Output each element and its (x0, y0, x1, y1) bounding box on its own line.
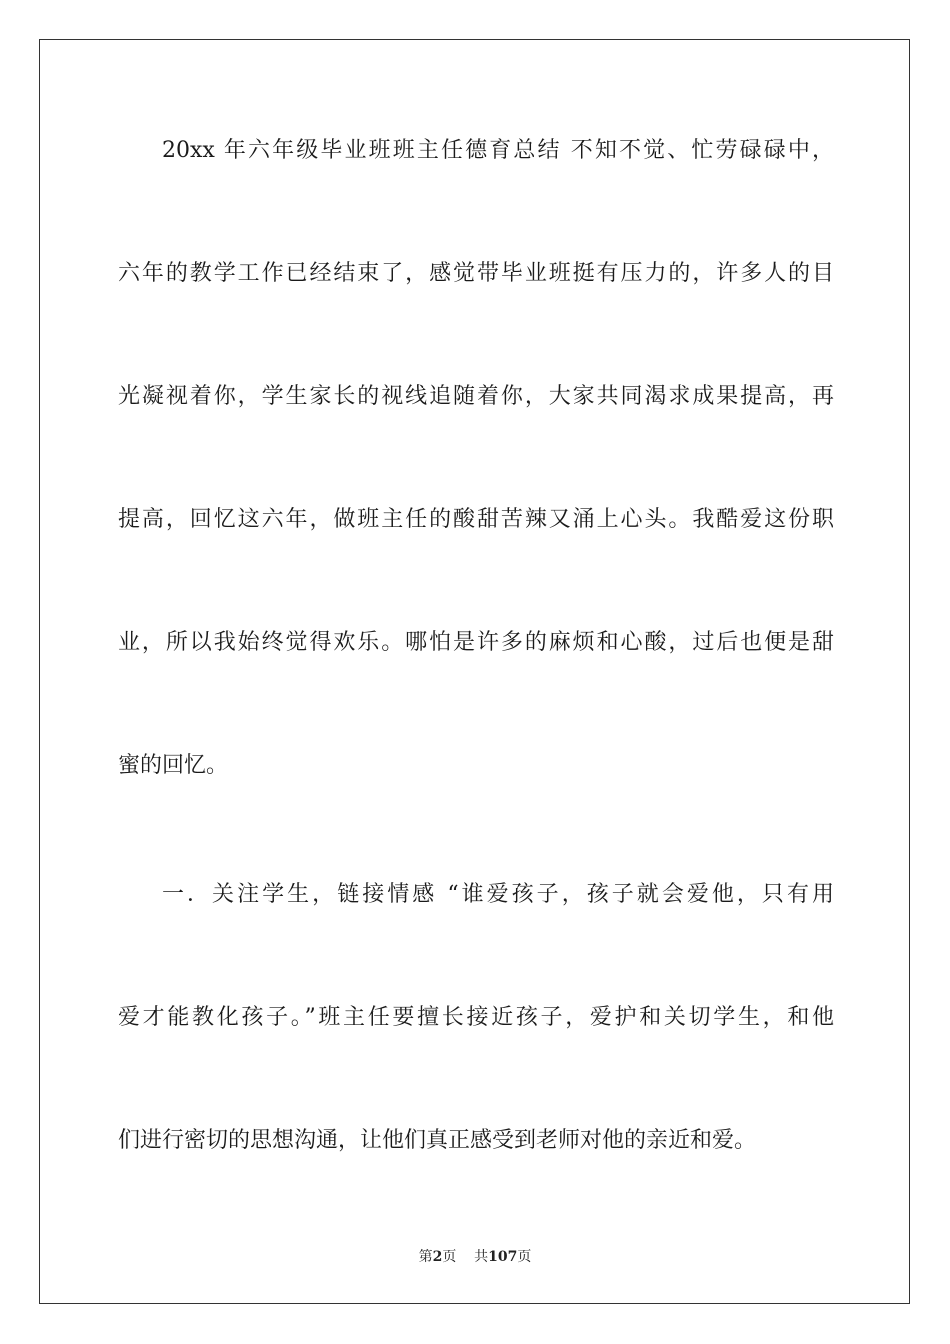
footer-page-suffix: 页 (442, 1249, 457, 1265)
footer-total-pages: 107 (488, 1249, 518, 1265)
paragraph-line-3: 光凝视着你，学生家长的视线追随着你，大家共同渴求成果提高，再 (118, 384, 834, 409)
page-footer (0, 1248, 950, 1266)
paragraph-line-9: 们进行密切的思想沟通，让他们真正感受到老师对他的亲近和爱。 (118, 1128, 757, 1153)
page-border (39, 39, 910, 1304)
paragraph-line-6: 蜜的回忆。 (118, 753, 229, 778)
footer-total-suffix: 页 (517, 1249, 532, 1265)
paragraph-line-2: 六年的教学工作已经结束了，感觉带毕业班挺有压力的，许多人的目 (118, 261, 834, 286)
paragraph-line-5: 业，所以我始终觉得欢乐。哪怕是许多的麻烦和心酸，过后也便是甜 (118, 630, 834, 655)
paragraph-line-4: 提高，回忆这六年，做班主任的酸甜苦辣又涌上心头。我酷爱这份职 (118, 507, 834, 532)
footer-page-prefix: 第 (418, 1249, 433, 1265)
section-heading-line: 一．关注学生，链接情感 “谁爱孩子，孩子就会爱他，只有用 (162, 882, 834, 907)
footer-page-number: 2 (432, 1249, 443, 1265)
footer-total-prefix: 共 (474, 1249, 489, 1265)
paragraph-line-8: 爱才能教化孩子。”班主任要擅长接近孩子，爱护和关切学生，和他 (118, 1005, 834, 1030)
paragraph-line-1: 20xx 年六年级毕业班班主任德育总结 不知不觉、忙劳碌碌中， (162, 138, 834, 163)
